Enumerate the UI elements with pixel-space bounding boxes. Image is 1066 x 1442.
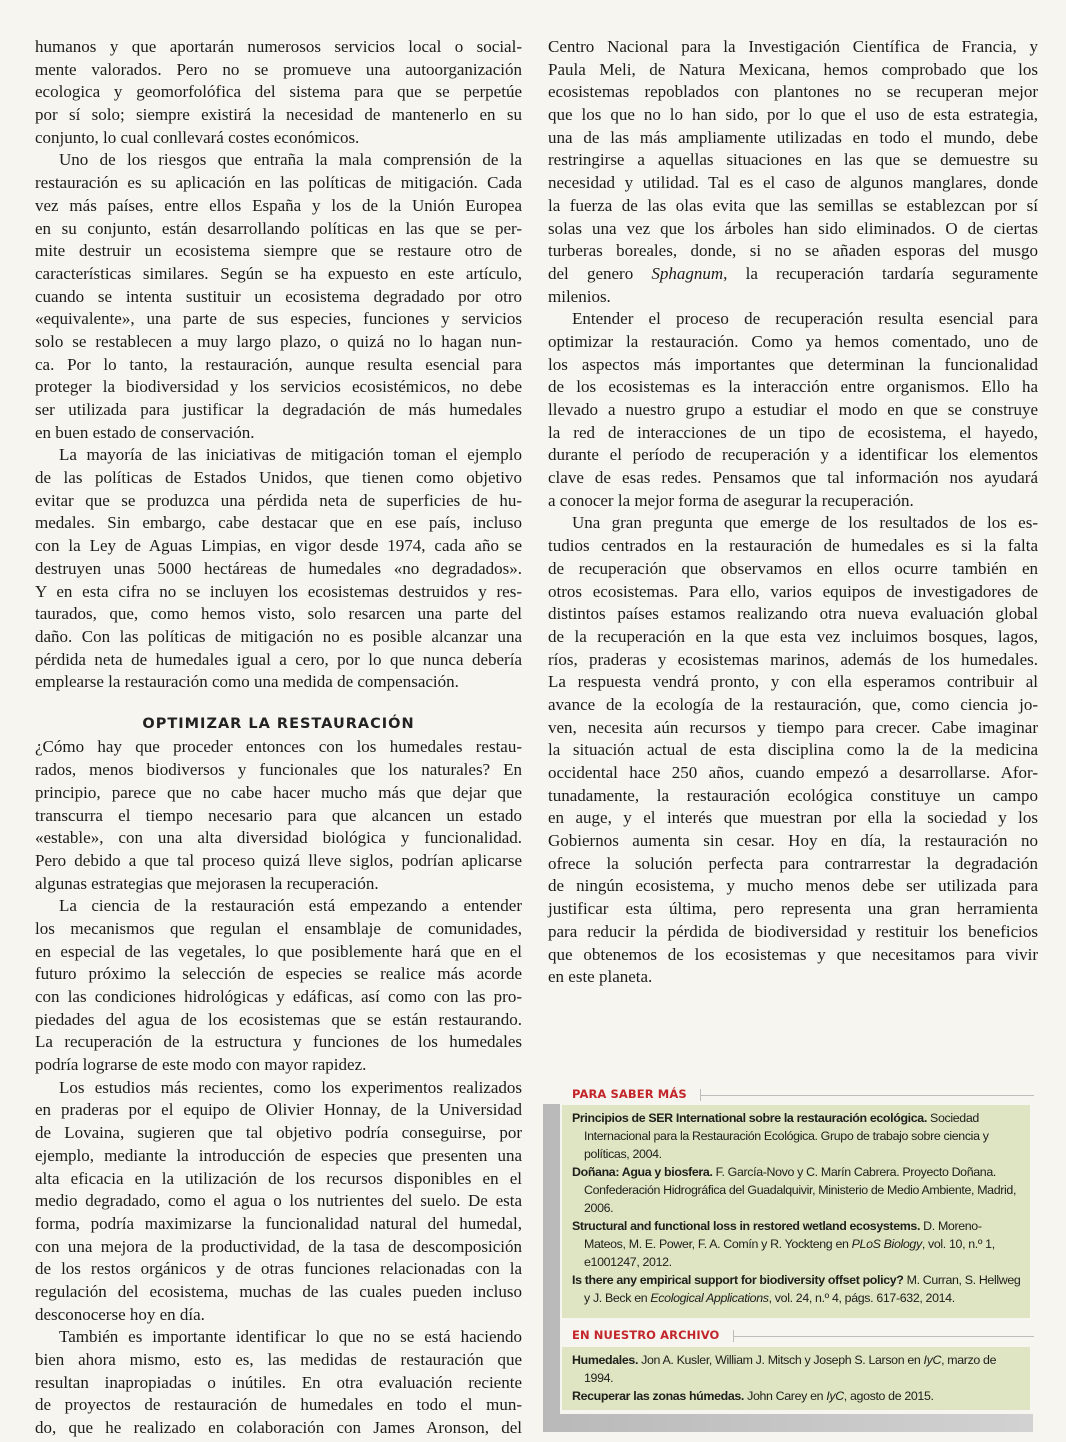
text-line: tunadamente, la restauración ecológica constituye un campo: [548, 785, 1038, 805]
text-line: Paula Meli, de Natura Mexicana, hemos comprobado que los: [548, 59, 1038, 79]
right-column: [548, 36, 1038, 989]
text-line: Pero debido a que tal proceso quizá lleve siglos, podrían aplicarse: [35, 850, 522, 870]
reference-item: [572, 1271, 1022, 1307]
text-line: turberas boreales, donde, si no se añaden esporas del musgo: [548, 241, 1038, 261]
text-line: La mayoría de las iniciativas de mitigación toman el ejemplo: [59, 445, 522, 465]
text-line: avance de la ecología de la restauración, que, como ciencia jo-: [548, 694, 1038, 714]
text-line: ecologica y geomorfolófica del sistema para que se perpetúe: [35, 82, 522, 102]
text-line: ejemplo, mediante la introducción de especies que presenten una: [35, 1145, 522, 1165]
text-line: de las políticas de Estados Unidos, que tienen como objetivo: [35, 468, 522, 488]
text-line: a conocer la mejor forma de asegurar la recuperación.: [548, 490, 914, 510]
reference-title: Principios de SER International sobre la restauración ecológica.: [572, 1111, 927, 1125]
reference-details: , vol. 24, n.º 4, págs. 617-632, 2014.: [768, 1291, 955, 1305]
text-line: de los ecosistemas es la interacción entre organismos. Ello ha: [548, 377, 1038, 397]
reference-title: Doñana: Agua y biosfera.: [572, 1165, 713, 1179]
paragraph: [35, 895, 522, 1077]
text-line: occidental hace 250 años, cuando empezó a desarrollarse. Afor-: [548, 763, 1038, 782]
text-line: alta eficacia en la utilización de los recursos disponibles en el: [35, 1168, 522, 1188]
text-line: principio, parece que no cabe hacer mucho más que dejar que: [35, 782, 522, 802]
text-line: podría lograrse de este modo con mayor rapidez.: [35, 1055, 367, 1075]
text-line: otros ecosistemas. Para ello, varios equipos de investigadores de: [548, 581, 1038, 601]
text-line: ven, necesita aún recursos y tiempo para crecer. Cabe imaginar: [548, 717, 1038, 737]
text-line: Entender el proceso de recuperación resulta esencial para: [572, 309, 1038, 329]
text-line: que obtenemos de los ecosistemas y que necesitamos para vivir: [548, 944, 1038, 964]
text-line: mite destruir un ecosistema siempre que se restaure otro de: [35, 241, 522, 261]
further-reading-heading: PARA SABER MÁS: [572, 1087, 687, 1101]
reference-details: D. Moreno-Mateos, M. E. Power, F. A. Comín y R. Yockteng en: [584, 1219, 982, 1251]
text-line: llevado a nuestro grupo a estudiar el modo en que se construye: [548, 400, 1038, 419]
reference-details: M. Curran, S. Hellweg y J. Beck en: [584, 1273, 1021, 1305]
text-line: con la Ley de Aguas Limpias, en vigor desde 1974, cada año se: [35, 536, 522, 556]
text-line: Una gran pregunta que emerge de los resultados de los es-: [572, 513, 1038, 533]
further-reading-box: [540, 1078, 1040, 1434]
journal-name: PLoS Biology: [851, 1237, 922, 1251]
text-line: en auge, y el interés que muestran por ella la sociedad y los: [548, 808, 1038, 828]
text-line: milenios.: [548, 286, 611, 306]
heading-rule: [733, 1336, 1034, 1337]
text-line: para reducir la pérdida de biodiversidad y restituir los beneficios: [548, 921, 1038, 941]
text-line: de recuperación que observamos en ellos ocurre también en: [548, 558, 1038, 578]
reference-title: Humedales.: [572, 1353, 639, 1367]
text-line: la situación actual de esta disciplina como la de la medicina: [548, 740, 1038, 760]
text-line: los mecanismos que regulan el ensamblaje de comunidades,: [35, 918, 522, 938]
text-line: Y en esta cifra no se incluyen los ecosistemas destruidos y res-: [35, 581, 522, 601]
text-line: «estable», con una alta diversidad biológica y funcionalidad.: [35, 828, 522, 848]
reference-title: Recuperar las zonas húmedas.: [572, 1389, 745, 1403]
text-line: medio degradado, como el agua o los nutrientes del suelo. De esta: [35, 1191, 522, 1211]
section-heading: OPTIMIZAR LA RESTAURACIÓN: [142, 715, 415, 732]
text-line: emplearse la restauración como una medida de compensación.: [35, 672, 459, 692]
text-line: ecosistemas repoblados con plantones no se recuperan mejor: [548, 82, 1038, 102]
text-line: optimizar la restauración. Como ya hemos comentado, uno de: [548, 331, 1038, 351]
text-line: ¿Cómo hay que proceder entonces con los humedales restau-: [35, 737, 522, 757]
reference-details: , vol. 10, n.º 1, e1001247, 2012.: [584, 1237, 995, 1269]
text-line: ca. Por lo tanto, la restauración, aunque resulta esencial para: [35, 354, 522, 374]
reference-details: Jon A. Kusler, William J. Mitsch y Joseph S. Larson en: [638, 1353, 924, 1367]
italic-term: Sphagnum: [651, 263, 724, 283]
text-line: en especial de las vegetales, lo que posiblemente hará que en el: [35, 941, 522, 961]
text-line: de los restos orgánicos y de otras funciones relacionadas con la: [35, 1259, 522, 1279]
text-line: La ciencia de la restauración está empezando a entender: [59, 896, 522, 916]
reference-item: [572, 1163, 1022, 1217]
text-line: cuando se intenta sustituir un ecosistema degradado por otro: [35, 286, 522, 306]
text-line: características similares. Según se ha expuesto en este artículo,: [35, 263, 522, 283]
text-line: ríos, praderas y ecosistemas marinos, además de los humedales.: [548, 649, 1038, 669]
text-line: destruyen unas 5000 hectáreas de humedales «no degradados».: [35, 558, 522, 578]
heading-rule: [700, 1095, 1034, 1096]
text-line: algunas estrategias que mejorasen la recuperación.: [35, 873, 379, 893]
journal-name: IyC: [826, 1389, 844, 1403]
text-line: mente valorados. Pero no se promueve una autoorganización: [35, 59, 522, 79]
text-line: de Lovaina, sugieren que tal objetivo podría conseguirse, por: [35, 1123, 522, 1143]
text-line: evitar que se produzca una pérdida neta de superficies de hu-: [35, 490, 522, 510]
text-line: de ningún ecosistema, y mucho menos debe ser utilizada para: [548, 876, 1038, 896]
text-line: do, que he realizado en colaboración con James Aronson, del: [35, 1418, 522, 1438]
paragraph: [548, 512, 1038, 988]
reference-details: John Carey en: [744, 1389, 827, 1403]
archive-list: [562, 1347, 1030, 1410]
text-line: en este planeta.: [548, 967, 653, 987]
reference-details: F. García-Novo y C. Marín Cabrera. Proyecto Doñana. Confederación Hidrográfica del Guadalquivir, Ministerio de Medio Ambiente, Madrid, 2006.: [584, 1165, 1017, 1215]
text-line: Los estudios más recientes, como los experimentos realizados: [59, 1077, 522, 1097]
text-line: ser utilizada para justificar la degradación de más humedales: [35, 400, 522, 419]
text-line: [548, 263, 1038, 286]
paragraph: [35, 444, 522, 694]
text-line: una de las más ampliamente utilizadas en todo el mundo, debe: [548, 127, 1038, 147]
text-segment: , la recuperación tardaría seguramente: [723, 263, 1038, 283]
text-line: que los que no lo han sido, por lo que el uso de esta estrategia,: [548, 105, 1038, 125]
text-line: medales. Sin embargo, cabe destacar que en ese país, incluso: [35, 513, 522, 533]
text-line: vez más países, entre ellos España y los de la Unión Europea: [35, 195, 522, 215]
left-paragraphs-after-heading: [35, 736, 522, 1439]
reference-details: , agosto de 2015.: [843, 1389, 934, 1403]
text-line: forma, podría maximizarse la funcionalidad natural del humedal,: [35, 1213, 522, 1233]
text-line: piedades del agua de los ecosistemas que se están restaurando.: [35, 1009, 522, 1029]
further-reading-list: [562, 1105, 1030, 1318]
text-line: pérdida neta de humedales igual a cero, por lo que nunca debería: [35, 649, 522, 669]
text-line: justificar esta última, pero representa una gran herramienta: [548, 899, 1038, 919]
reference-title: Structural and functional loss in restored wetland ecosystems.: [572, 1219, 921, 1233]
reference-item: [572, 1351, 1022, 1387]
left-paragraphs: [35, 36, 522, 694]
text-line: clave de esas redes. Pensamos que tal información nos ayudará: [548, 468, 1038, 488]
text-line: solo se restablecen a muy largo plazo, o quizá no lo hagan nun-: [35, 331, 522, 351]
left-column: [35, 36, 522, 1440]
text-line: conjunto, lo cual conllevará costes económicos.: [35, 127, 360, 147]
reference-details: Sociedad Internacional para la Restauración Ecológica. Grupo de trabajo sobre ciencia y políticas, 2004.: [584, 1111, 989, 1161]
text-line: la fuerza de las olas evita que las semillas se establezcan por sí: [548, 195, 1038, 215]
paragraph: [35, 736, 522, 895]
text-line: Uno de los riesgos que entraña la mala comprensión de la: [59, 150, 522, 170]
reference-details: , marzo de 1994.: [584, 1353, 997, 1385]
reference-item: [572, 1109, 1022, 1163]
reference-item: [572, 1217, 1022, 1271]
text-line: Gobiernos aumenta sin cesar. Hoy en día, la restauración no: [548, 831, 1038, 851]
text-line: solas una vez que los árboles han sido eliminados. O de ciertas: [548, 218, 1038, 238]
text-line: en buen estado de conservación.: [35, 422, 255, 442]
text-line: taurados, que, como hemos visto, solo resarcen una parte del: [35, 604, 522, 624]
text-line: daño. Con las políticas de mitigación no es posible alcanzar una: [35, 626, 522, 646]
text-line: restauración es su aplicación en las políticas de mitigación. Cada: [35, 173, 522, 193]
text-line: con las condiciones hidrológicas y edáficas, así como con las pro-: [35, 987, 522, 1006]
text-line: con una mejora de la productividad, de la tasa de descomposición: [35, 1236, 522, 1256]
text-line: También es importante identificar lo que no se está haciendo: [59, 1327, 522, 1347]
paragraph: [35, 1077, 522, 1327]
reference-title: Is there any empirical support for biodiversity offset policy?: [572, 1273, 904, 1287]
paragraph: [548, 36, 1038, 308]
text-line: resultan inapropiadas o inútiles. En otra evaluación reciente: [35, 1372, 522, 1392]
text-line: regulación del ecosistema, muchas de las cuales pueden incluso: [35, 1281, 522, 1301]
journal-name: Ecological Applications: [650, 1291, 769, 1305]
paragraph: [35, 1326, 522, 1439]
text-line: de proyectos de restauración de humedales en todo el mun-: [35, 1395, 522, 1415]
text-line: en praderas por el equipo de Olivier Honnay, de la Universidad: [35, 1100, 522, 1120]
text-line: futuro próximo la selección de especies se realice más acorde: [35, 964, 522, 984]
text-line: «equivalente», una parte de sus especies, funciones y servicios: [35, 309, 522, 329]
text-line: por sí solo; siempre existirá la necesidad de mantenerlo en su: [35, 105, 522, 125]
text-line: restringirse a aquellas situaciones en las que se demuestre su: [548, 150, 1038, 170]
paragraph: [548, 308, 1038, 512]
text-line: Centro Nacional para la Investigación Científica de Francia, y: [548, 37, 1038, 56]
text-line: de la recuperación en la que esta vez incluimos bosques, lagos,: [548, 626, 1038, 646]
archive-heading: EN NUESTRO ARCHIVO: [572, 1328, 720, 1342]
text-line: transcurra el tiempo necesario para que alcancen un estado: [35, 805, 522, 825]
text-line: durante el período de recuperación y a identificar los elementos: [548, 445, 1038, 465]
text-line: tudios centrados en la restauración de humedales es si la falta: [548, 536, 1038, 556]
text-line: proteger la biodiversidad y los servicios ecosistémicos, no debe: [35, 377, 522, 397]
text-segment: del genero: [548, 263, 652, 283]
text-line: rados, menos biodiversos y funcionales que los naturales? En: [35, 760, 522, 780]
text-line: necesidad y utilidad. Tal es el caso de algunos manglares, donde: [548, 173, 1038, 193]
text-line: bien ahora mismo, esto es, las medidas de restauración que: [35, 1350, 522, 1369]
text-line: ofrece la solución perfecta para contrarrestar la degradación: [548, 853, 1038, 873]
journal-name: IyC: [923, 1353, 942, 1367]
paragraph: [35, 149, 522, 444]
reference-item: [572, 1387, 1022, 1405]
text-line: en su conjunto, están desarrollando políticas en las que se per-: [35, 218, 522, 238]
text-line: La respuesta vendrá pronto, y con ella esperamos contribuir al: [548, 672, 1038, 692]
text-line: los aspectos más importantes que determinan la funcionalidad: [548, 354, 1038, 374]
text-line: La recuperación de la estructura y funciones de los humedales: [35, 1032, 522, 1052]
paragraph: [35, 36, 522, 149]
text-line: distintos países estamos realizando otra nueva evaluación global: [548, 604, 1038, 624]
text-line: desconocerse hoy en día.: [35, 1304, 205, 1324]
text-line: la red de interacciones de un tipo de ecosistema, el hayedo,: [548, 422, 1038, 442]
text-line: humanos y que aportarán numerosos servicios local o social-: [35, 37, 522, 56]
